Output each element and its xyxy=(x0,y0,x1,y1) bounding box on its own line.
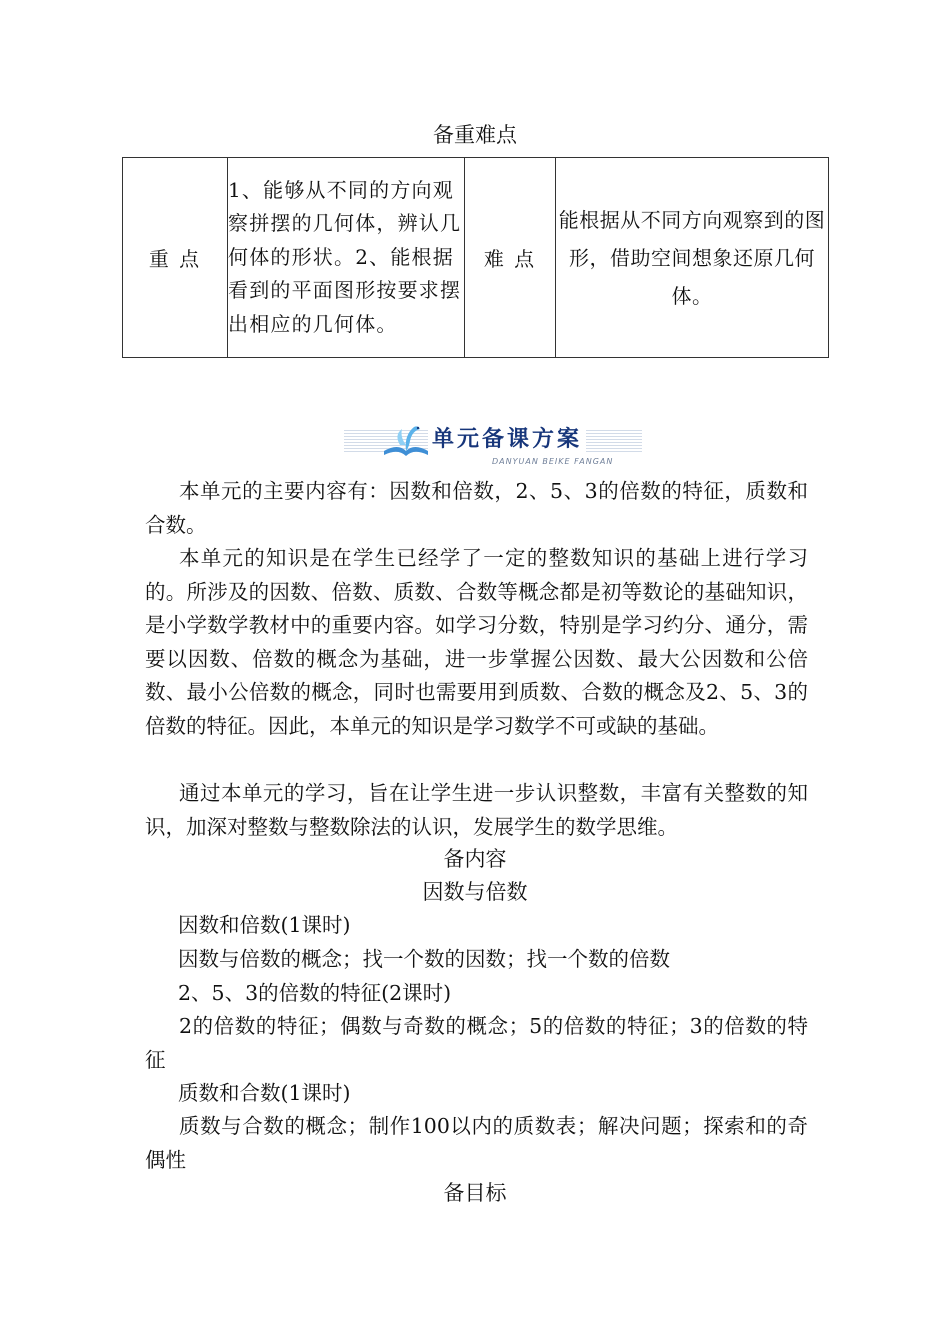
key-difficult-table xyxy=(122,157,829,358)
section-3-title: 质数和合数(1课时) xyxy=(178,1081,351,1105)
content-heading: 备内容 xyxy=(443,847,507,871)
banner-title: 单元备课方案 xyxy=(428,425,586,455)
key-difficult-heading: 备重难点 xyxy=(433,123,517,147)
section-1-title: 因数和倍数(1课时) xyxy=(178,913,351,937)
key-point-text: 1、能够从不同的方向观察拼摆的几何体，辨认几何体的形状。2、能根据看到的平面图形按要求摆出相应的几何体。 xyxy=(228,158,465,358)
section-1-detail: 因数与倍数的概念；找一个数的因数；找一个数的倍数 xyxy=(178,947,670,971)
section-2-detail: 2的倍数的特征；偶数与奇数的概念；5的倍数的特征；3的倍数的特征 xyxy=(145,1014,808,1072)
goals-heading: 备目标 xyxy=(443,1181,507,1205)
difficult-point-label: 难 点 xyxy=(465,158,556,358)
key-point-label: 重 点 xyxy=(123,158,228,358)
difficult-point-text: 能根据从不同方向观察到的图形，借助空间想象还原几何体。 xyxy=(556,158,829,358)
open-book-swan-icon xyxy=(380,421,430,461)
banner-subtitle: DANYUAN BEIKE FANGAN xyxy=(492,457,614,466)
plan-paragraph-1: 本单元的主要内容有：因数和倍数，2、5、3的倍数的特征，质数和合数。 xyxy=(145,479,808,537)
unit-title: 因数与倍数 xyxy=(422,880,528,904)
unit-plan-banner xyxy=(344,421,642,469)
plan-paragraph-3: 通过本单元的学习，旨在让学生进一步认识整数，丰富有关整数的知识，加深对整数与整数除法的认识，发展学生的数学思维。 xyxy=(145,781,808,839)
section-2-title: 2、5、3的倍数的特征(2课时) xyxy=(178,981,452,1005)
section-3-detail: 质数与合数的概念；制作100以内的质数表；解决问题；探索和的奇偶性 xyxy=(145,1114,808,1172)
plan-paragraph-2: 本单元的知识是在学生已经学了一定的整数知识的基础上进行学习的。所涉及的因数、倍数、质数、合数等概念都是初等数论的基础知识，是小学数学教材中的重要内容。如学习分数，特别是学习约分、通分，需要以因数、倍数的概念为基础，进一步掌握公因数、最大公因数和公倍数、最小公倍数的概念，同时也需要用到质数、合数的概念及2、5、3的倍数的特征。因此，本单元的知识是学习数学不可或缺的基础。 xyxy=(145,546,808,738)
